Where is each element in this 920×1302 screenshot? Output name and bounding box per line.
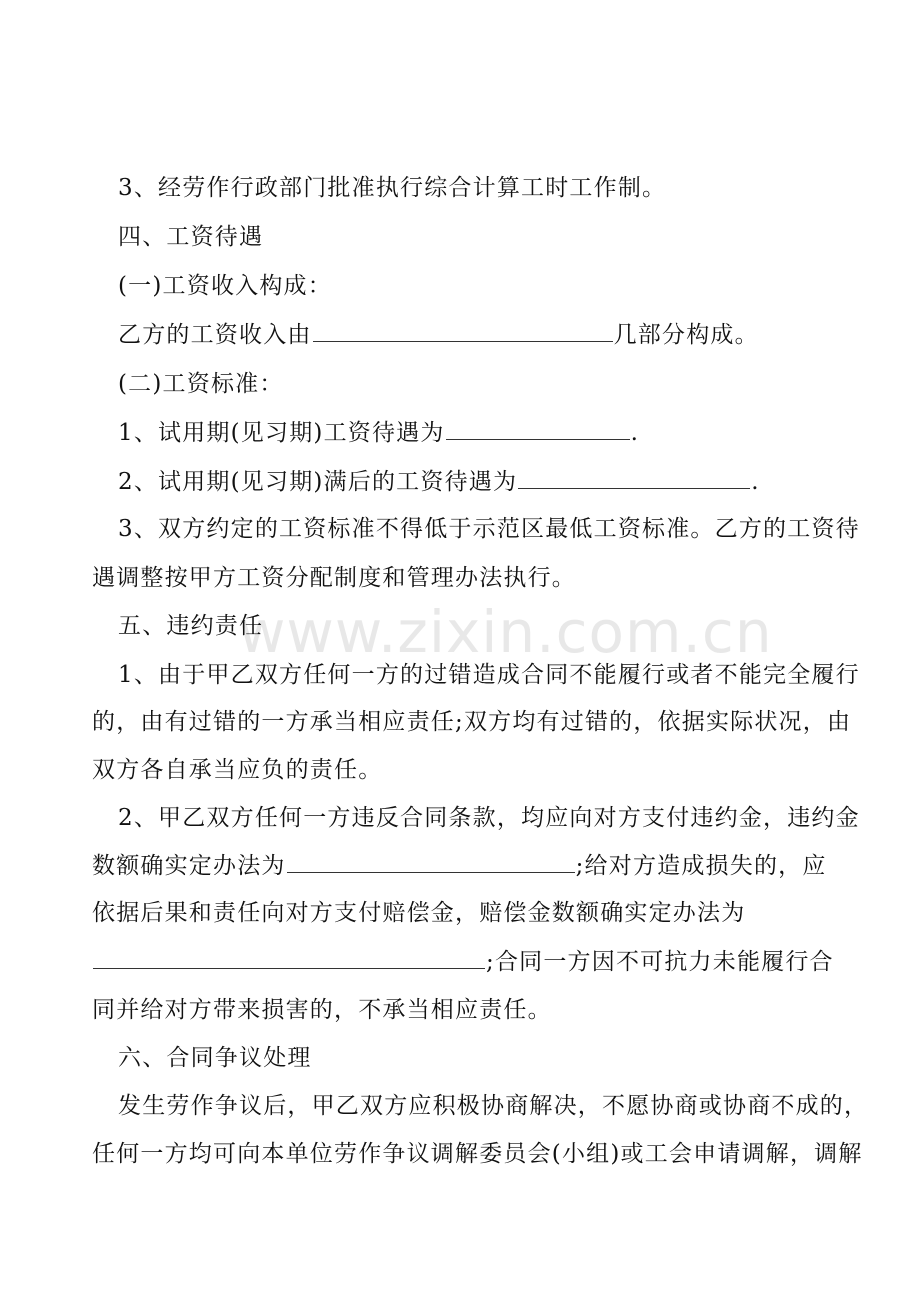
paragraph-line: 1、由于甲乙双方任何一方的过错造成合同不能履行或者不能完全履行 xyxy=(118,662,860,688)
text: 数额确实定办法为 xyxy=(92,853,286,879)
fill-in-blank[interactable] xyxy=(313,319,613,342)
fill-in-blank[interactable] xyxy=(518,466,750,489)
clause-3-work-hours: 3、经劳作行政部门批准执行综合计算工时工作制。 xyxy=(118,175,667,201)
section-heading-wages: 四、工资待遇 xyxy=(118,224,264,250)
text: 1、试用期(见习期)工资待遇为 xyxy=(118,420,445,446)
penalty-method-line xyxy=(92,850,832,882)
section-heading-dispute: 六、合同争议处理 xyxy=(118,1045,312,1071)
text: 2、试用期(见习期)满后的工资待遇为 xyxy=(118,469,518,495)
watermark: www.zixin.com.cn xyxy=(238,598,773,666)
compensation-method-line xyxy=(92,946,832,978)
text: . xyxy=(630,420,640,446)
probation-wage-line xyxy=(118,417,858,449)
paragraph-line: 的，由有过错的一方承当相应责任;双方均有过错的，依据实际状况，由 xyxy=(92,709,852,735)
paragraph-line: 任何一方均可向本单位劳作争议调解委员会(小组)或工会申请调解，调解 xyxy=(92,1141,863,1167)
paragraph-line: 3、双方约定的工资标准不得低于示范区最低工资标准。乙方的工资待 xyxy=(118,516,860,542)
fill-in-blank[interactable] xyxy=(446,417,630,440)
paragraph-line: 同并给对方带来损害的，不承当相应责任。 xyxy=(92,997,552,1023)
subheading-wage-composition: (一)工资收入构成： xyxy=(118,273,332,299)
text: ;合同一方因不可抗力未能履行合 xyxy=(486,949,834,975)
wage-composition-line xyxy=(118,319,858,351)
text: ;给对方造成损失的，应 xyxy=(575,853,827,879)
paragraph-line: 发生劳作争议后，甲乙双方应积极协商解决，不愿协商或协商不成的， xyxy=(118,1093,869,1119)
text: 几部分构成。 xyxy=(613,322,759,348)
text: . xyxy=(751,469,760,495)
section-heading-liability: 五、违约责任 xyxy=(118,613,264,639)
subheading-wage-standard: (二)工资标准： xyxy=(118,371,284,397)
text: 乙方的工资收入由 xyxy=(118,322,312,348)
fill-in-blank[interactable] xyxy=(93,946,485,969)
post-probation-wage-line xyxy=(118,466,858,498)
paragraph-line: 2、甲乙双方任何一方违反合同条款，均应向对方支付违约金，违约金 xyxy=(118,805,860,831)
fill-in-blank[interactable] xyxy=(287,850,575,873)
paragraph-line: 依据后果和责任向对方支付赔偿金，赔偿金数额确实定办法为 xyxy=(92,900,746,926)
paragraph-line: 遇调整按甲方工资分配制度和管理办法执行。 xyxy=(92,565,576,591)
paragraph-line: 双方各自承当应负的责任。 xyxy=(92,757,383,783)
